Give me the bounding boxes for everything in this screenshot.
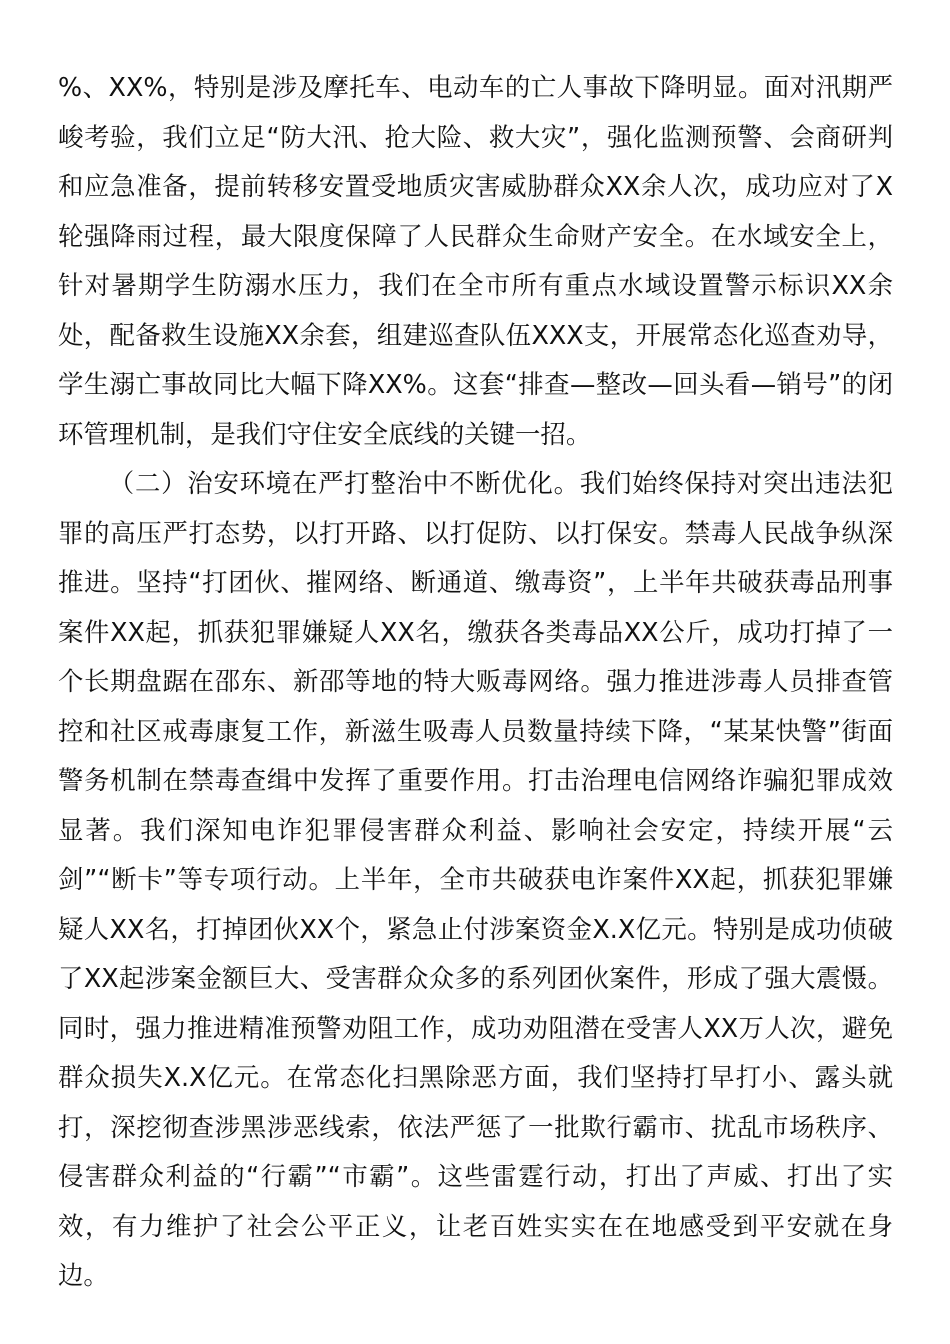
- paragraph-public-security: （二）治安环境在严打整治中不断优化。我们始终保持对突出违法犯罪的高压严打态势，以打开路、以打促防、以打保安。禁毒人民战争纵深推进。坚持“打团伙、摧网络、断通道、缴毒资”，上半年共破获毒品刑事案件XX起，抓获犯罪嫌疑人XX名，缴获各类毒品XX公斤，成功打掉了一个长期盘踞在邵东、新邵等地的特大贩毒网络。强力推进涉毒人员排查管控和社区戒毒康复工作，新滋生吸毒人员数量持续下降，“某某快警”街面警务机制在禁毒查缉中发挥了重要作用。打击治理电信网络诈骗犯罪成效显著。我们深知电诈犯罪侵害群众利益、影响社会安定，持续开展“云剑”“断卡”等专项行动。上半年，全市共破获电诈案件XX起，抓获犯罪嫌疑人XX名，打掉团伙XX个，紧急止付涉案资金X.X亿元。特别是成功侦破了XX起涉案金额巨大、受害群众众多的系列团伙案件，形成了强大震慑。同时，强力推进精准预警劝阻工作，成功劝阻潜在受害人XX万人次，避免群众损失X.X亿元。在常态化扫黑除恶方面，我们坚持打早打小、露头就打，深挖彻查涉黑涉恶线索，依法严惩了一批欺行霸市、扰乱市场秩序、侵害群众利益的“行霸”“市霸”。这些雷霆行动，打出了声威、打出了实效，有力维护了社会公平正义，让老百姓实实在在地感受到平安就在身边。: [58, 468, 893, 1290]
- document-body: [58, 63, 893, 1301]
- paragraph-continuation: %、XX%，特别是涉及摩托车、电动车的亡人事故下降明显。面对汛期严峻考验，我们立足“防大汛、抢大险、救大灾”，强化监测预警、会商研判和应急准备，提前转移安置受地质灾害威胁群众XX余人次，成功应对了X轮强降雨过程，最大限度保障了人民群众生命财产安全。在水域安全上，针对暑期学生防溺水压力，我们在全市所有重点水域设置警示标识XX余处，配备救生设施XX余套，组建巡查队伍XXX支，开展常态化巡查劝导，学生溺亡事故同比大幅下降XX%。这套“排查—整改—回头看—销号”的闭环管理机制，是我们守住安全底线的关键一招。: [58, 72, 893, 449]
